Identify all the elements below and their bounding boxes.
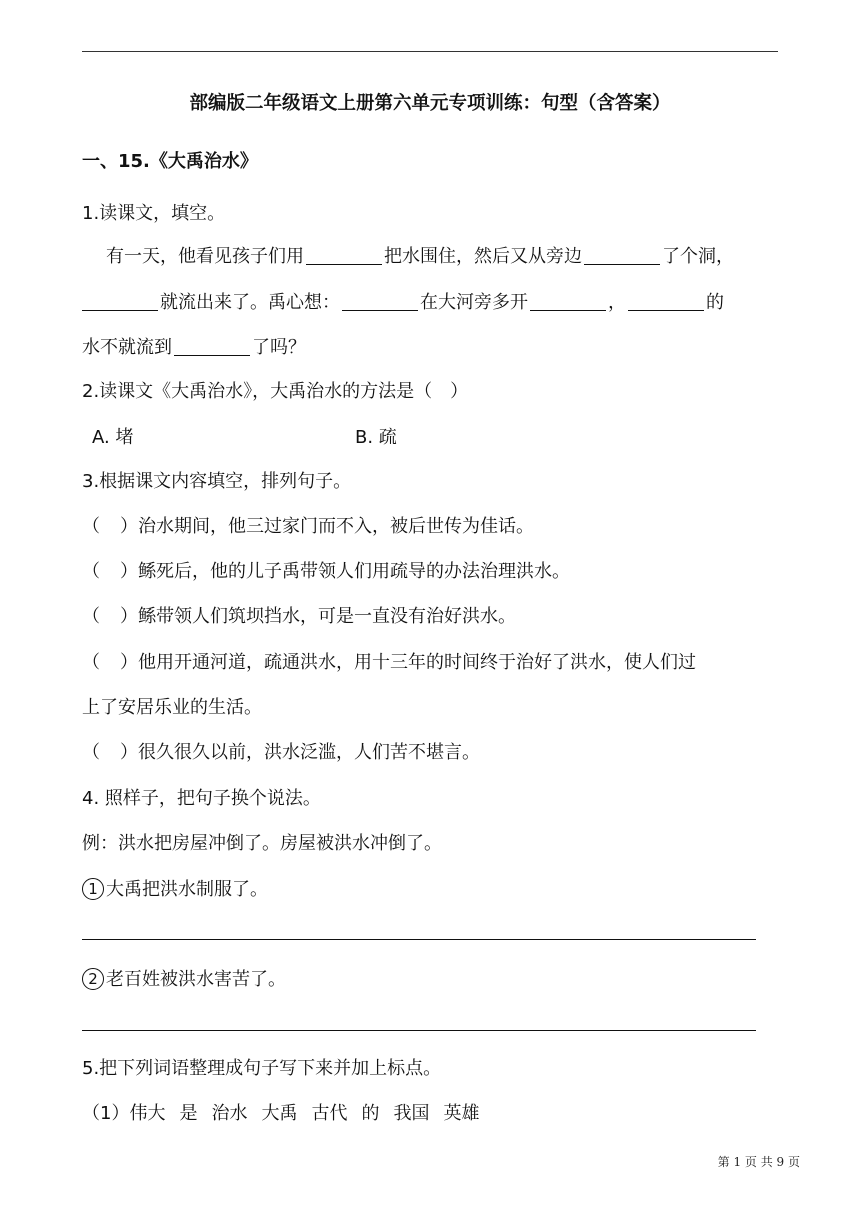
sentence-text: 治水期间，他三过家门而不入，被后世传为佳话。 xyxy=(138,516,534,537)
order-blank[interactable]: （ xyxy=(82,561,100,582)
item-text: 大禹把洪水制服了。 xyxy=(106,879,268,900)
q3-sentence-4 xyxy=(82,652,696,674)
q3-sentence-4-cont: 上了安居乐业的生活。 xyxy=(82,697,262,718)
page-title: 部编版二年级语文上册第六单元专项训练：句型（含答案） xyxy=(189,93,671,114)
fill-blank[interactable] xyxy=(174,337,250,356)
paren-close: ） xyxy=(120,516,138,537)
answer-line-2[interactable] xyxy=(82,1030,756,1031)
section-heading: 一、15.《大禹治水》 xyxy=(82,151,258,172)
q1-paragraph-line-1 xyxy=(106,246,734,268)
question-2-label: 2.读课文《大禹治水》，大禹治水的方法是（ ） xyxy=(82,381,469,402)
circled-number-2: 2 xyxy=(82,968,104,990)
q4-item-1 xyxy=(82,878,268,901)
order-blank[interactable]: （ xyxy=(82,516,100,537)
sentence-text: 鲧死后，他的儿子禹带领人们用疏导的办法治理洪水。 xyxy=(138,561,570,582)
q3-sentence-5 xyxy=(82,742,480,764)
paren-close: ） xyxy=(120,606,138,627)
word: 伟大 xyxy=(129,1103,166,1124)
question-5-label: 5.把下列词语整理成句子写下来并加上标点。 xyxy=(82,1058,442,1079)
question-1-label: 1.读课文，填空。 xyxy=(82,203,226,224)
sentence-text: 他用开通河道，疏通洪水，用十三年的时间终于治好了洪水，使人们过 xyxy=(138,652,696,673)
fill-blank[interactable] xyxy=(82,292,158,311)
sentence-text: 鲧带领人们筑坝挡水，可是一直没有治好洪水。 xyxy=(138,606,516,627)
fill-blank[interactable] xyxy=(628,292,704,311)
paren-close: ） xyxy=(120,561,138,582)
item-prefix: （1） xyxy=(82,1103,130,1124)
q3-sentence-1 xyxy=(82,516,534,538)
fill-blank[interactable] xyxy=(342,292,418,311)
q1-text: 把水围住，然后又从旁边 xyxy=(384,246,582,267)
q3-sentence-3 xyxy=(82,606,516,628)
word: 古代 xyxy=(311,1103,348,1124)
order-blank[interactable]: （ xyxy=(82,742,100,763)
q5-item-1 xyxy=(82,1103,479,1125)
q1-paragraph-line-3 xyxy=(82,337,306,359)
order-blank[interactable]: （ xyxy=(82,652,100,673)
q1-text: ， xyxy=(608,292,626,313)
question-4-label: 4. 照样子，把句子换个说法。 xyxy=(82,788,321,809)
word: 治水 xyxy=(211,1103,248,1124)
page-footer: 第 1 页 共 9 页 xyxy=(717,1155,800,1169)
word: 英雄 xyxy=(443,1103,480,1124)
word: 大禹 xyxy=(261,1103,298,1124)
q4-example: 例：洪水把房屋冲倒了。房屋被洪水冲倒了。 xyxy=(82,833,442,854)
sentence-text: 很久很久以前，洪水泛滥，人们苦不堪言。 xyxy=(138,742,480,763)
word: 是 xyxy=(179,1103,198,1124)
q1-text: 有一天，他看见孩子们用 xyxy=(106,246,304,267)
q3-sentence-2 xyxy=(82,561,570,583)
fill-blank[interactable] xyxy=(584,246,660,265)
circled-number-1: 1 xyxy=(82,878,104,900)
q1-text: 水不就流到 xyxy=(82,337,172,358)
answer-line-1[interactable] xyxy=(82,939,756,940)
q1-text: 在大河旁多开 xyxy=(420,292,528,313)
q1-text: 了吗？ xyxy=(252,337,306,358)
paren-close: ） xyxy=(120,742,138,763)
question-3-label: 3.根据课文内容填空，排列句子。 xyxy=(82,471,352,492)
option-a[interactable]: A. 堵 xyxy=(92,427,134,448)
item-text: 老百姓被洪水害苦了。 xyxy=(106,969,286,990)
paren-close: ） xyxy=(120,652,138,673)
q1-text: 的 xyxy=(706,292,724,313)
option-b[interactable]: B. 疏 xyxy=(355,427,397,448)
header-rule xyxy=(82,51,778,52)
fill-blank[interactable] xyxy=(530,292,606,311)
q1-paragraph-line-2 xyxy=(82,292,724,314)
q1-text: 就流出来了。禹心想： xyxy=(160,292,340,313)
word: 的 xyxy=(361,1103,380,1124)
q4-item-2 xyxy=(82,968,286,991)
fill-blank[interactable] xyxy=(306,246,382,265)
order-blank[interactable]: （ xyxy=(82,606,100,627)
q1-text: 了个洞， xyxy=(662,246,734,267)
word: 我国 xyxy=(393,1103,430,1124)
